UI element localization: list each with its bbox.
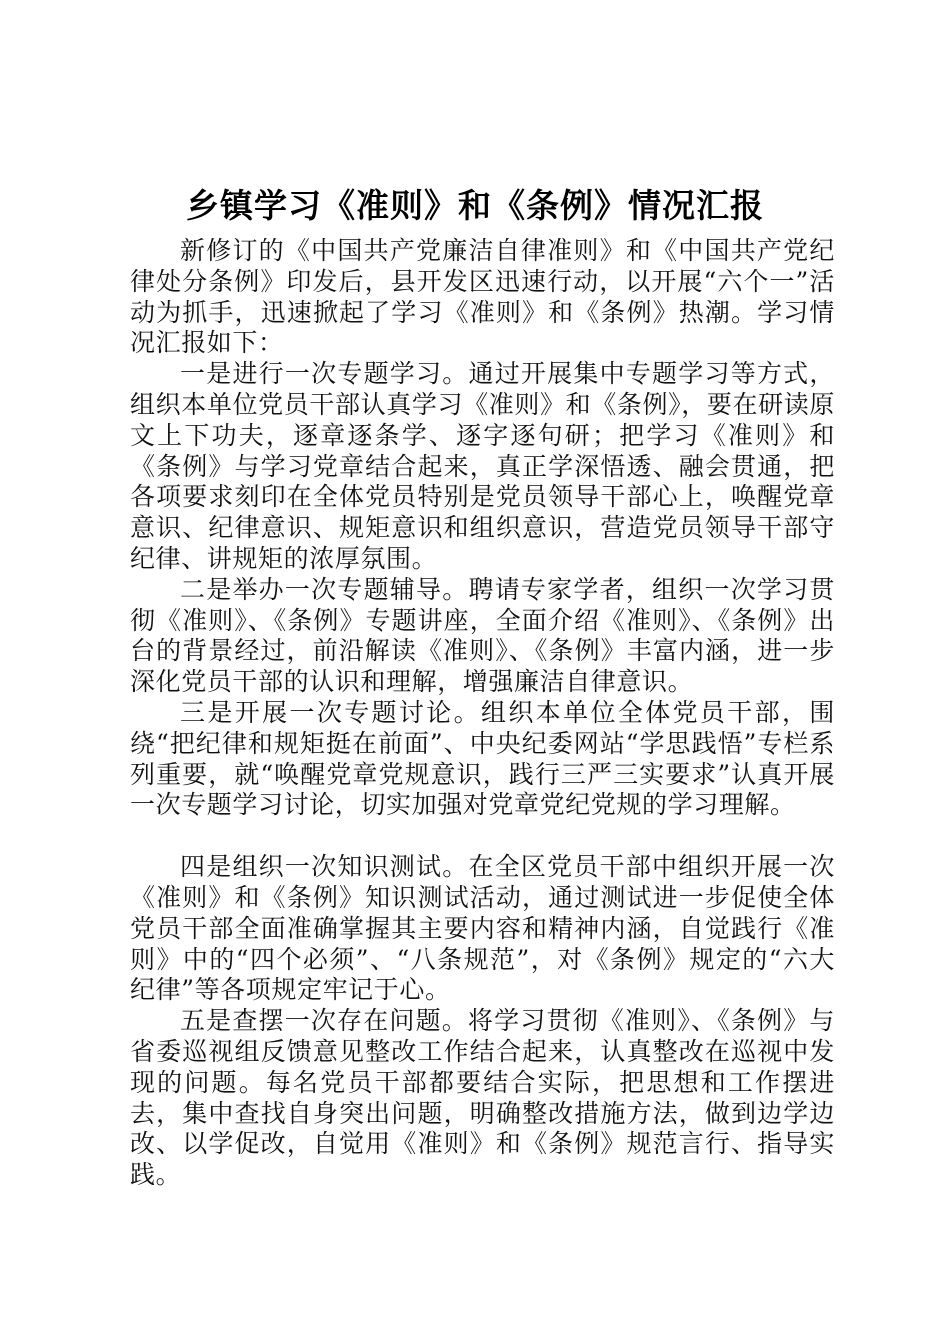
document-title: 乡镇学习《准则》和《条例》情况汇报: [186, 186, 764, 225]
intro-paragraph: 新修订的《中国共产党廉洁自律准则》和《中国共产党纪律处分条例》印发后，县开发区迅速行动，以开展“六个一”活动为抓手，迅速掀起了学习《准则》和《条例》热潮。学习情况汇报如下：: [130, 236, 835, 358]
document-body: [130, 236, 835, 1191]
paragraph-problems: 五是查摆一次存在问题。将学习贯彻《准则》、《条例》与省委巡视组反馈意见整改工作结合起来，认真整改在巡视中发现的问题。每名党员干部都要结合实际，把思想和工作摆进去，集中查找自身突出问题，明确整改措施方法，做到边学边改、以学促改，自觉用《准则》和《条例》规范言行、指导实践。: [130, 1006, 835, 1190]
paragraph-test: 四是组织一次知识测试。在全区党员干部中组织开展一次《准则》和《条例》知识测试活动，通过测试进一步促使全体党员干部全面准确掌握其主要内容和精神内涵，自觉践行《准则》中的“四个必须”、“八条规范”，对《条例》规定的“六大纪律”等各项规定牢记于心。: [130, 852, 835, 1005]
paragraph-study: 一是进行一次专题学习。通过开展集中专题学习等方式，组织本单位党员干部认真学习《准则》和《条例》，要在研读原文上下功夫，逐章逐条学、逐字逐句研；把学习《准则》和《条例》与学习党章结合起来，真正学深悟透、融会贯通，把各项要求刻印在全体党员特别是党员领导干部心上，唤醒党章意识、纪律意识、规矩意识和组织意识，营造党员领导干部守纪律、讲规矩的浓厚氛围。: [130, 359, 835, 573]
paragraph-discussion: 三是开展一次专题讨论。组织本单位全体党员干部，围绕“把纪律和规矩挺在前面”、中央纪委网站“学思践悟”专栏系列重要，就“唤醒党章党规意识，践行三严三实要求”认真开展一次专题学习讨论，切实加强对党章党纪党规的学习理解。: [130, 697, 835, 820]
paragraph-lecture: 二是举办一次专题辅导。聘请专家学者，组织一次学习贯彻《准则》、《条例》专题讲座，全面介绍《准则》、《条例》出台的背景经过，前沿解读《准则》、《条例》丰富内涵，进一步深化党员干部的认识和理解，增强廉洁自律意识。: [130, 574, 835, 697]
